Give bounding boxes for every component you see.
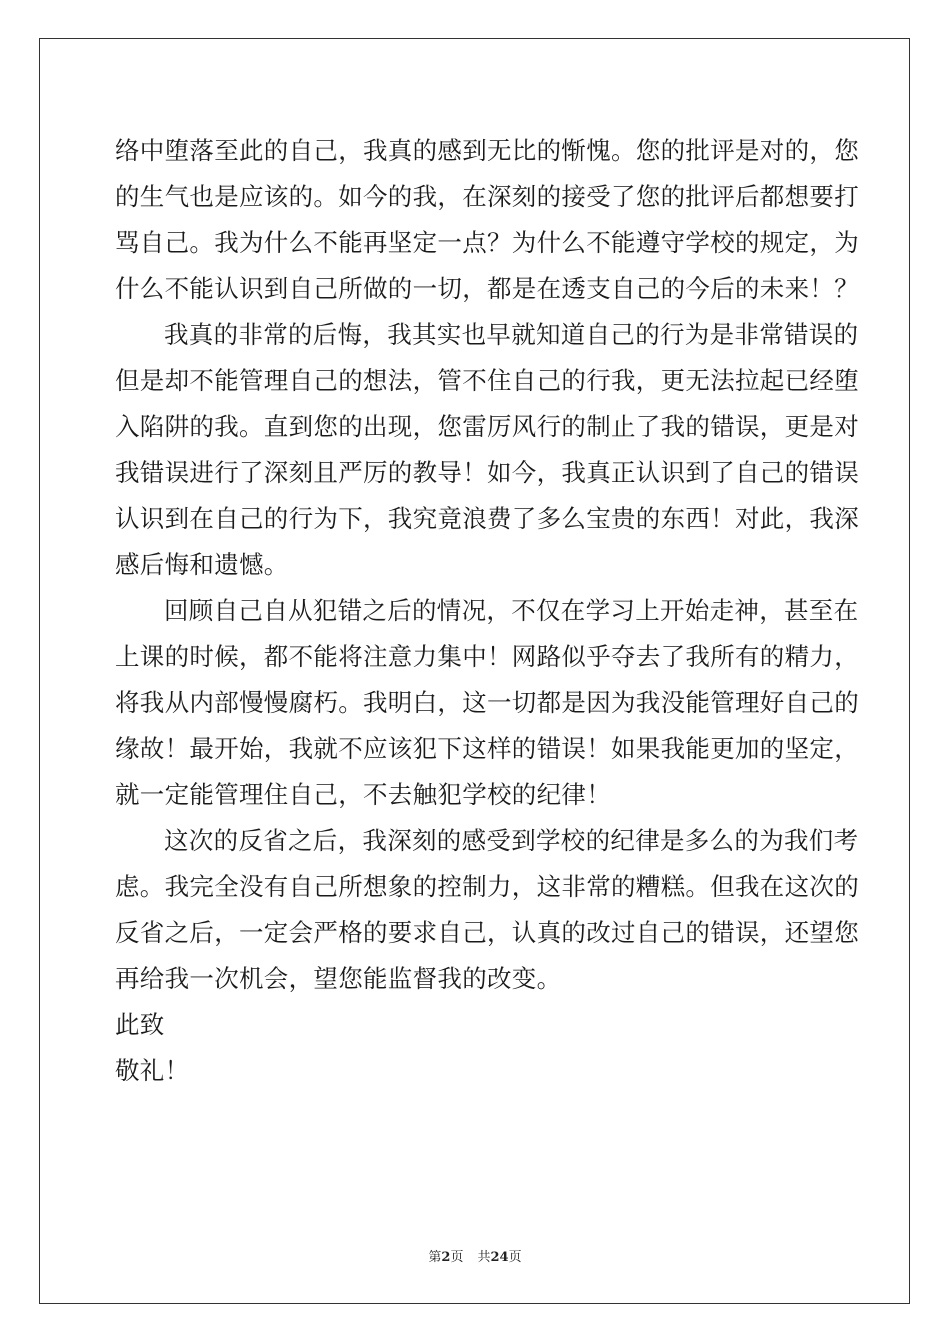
page-prefix: 第 [428,1250,442,1265]
text-line: 我错误进行了深刻且严厉的教导！如今，我真正认识到了自己的错误 [115,458,859,487]
total-suffix: 页 [508,1250,522,1265]
page-total: 24 [490,1250,509,1265]
text-line: 这次的反省之后，我深刻的感受到学校的纪律是多么的为我们考 [164,826,859,855]
text-line: 的生气也是应该的。如今的我，在深刻的接受了您的批评后都想要打 [115,182,859,211]
page-current: 2 [441,1250,451,1265]
paragraph-1 [115,128,859,312]
page-footer [0,1246,950,1265]
text-line: 反省之后，一定会严格的要求自己，认真的改过自己的错误，还望您 [115,918,859,947]
text-line: 入陷阱的我。直到您的出现，您雷厉风行的制止了我的错误，更是对 [115,412,859,441]
text-line: 骂自己。我为什么不能再坚定一点？为什么不能遵守学校的规定，为 [115,228,859,257]
paragraph-3 [115,588,859,818]
total-prefix: 共 [477,1250,491,1265]
closing-regards: 敬礼！ [115,1056,190,1085]
text-line: 认识到在自己的行为下，我究竟浪费了多么宝贵的东西！对此，我深 [115,504,859,533]
text-line: 我真的非常的后悔，我其实也早就知道自己的行为是非常错误的 [164,320,859,349]
text-line: 将我从内部慢慢腐朽。我明白，这一切都是因为我没能管理好自己的 [115,688,859,717]
text-line: 什么不能认识到自己所做的一切，都是在透支自己的今后的未来！？ [115,274,859,303]
letter-body [115,128,859,1094]
letter-closing [115,1002,835,1094]
text-line: 络中堕落至此的自己，我真的感到无比的惭愧。您的批评是对的，您 [115,136,859,165]
text-line: 缘故！最开始，我就不应该犯下这样的错误！如果我能更加的坚定， [115,734,859,763]
closing-salutation: 此致 [115,1010,165,1039]
text-line: 再给我一次机会，望您能监督我的改变。 [115,964,562,993]
page-suffix: 页 [450,1250,464,1265]
paragraph-2 [115,312,859,588]
text-line: 但是却不能管理自己的想法，管不住自己的行我，更无法拉起已经堕 [115,366,859,395]
text-line: 就一定能管理住自己，不去触犯学校的纪律！ [115,780,611,809]
text-line: 回顾自己自从犯错之后的情况，不仅在学习上开始走神，甚至在 [164,596,859,625]
text-line: 感后悔和遗憾。 [115,550,289,579]
text-line: 虑。我完全没有自己所想象的控制力，这非常的糟糕。但我在这次的 [115,872,859,901]
paragraph-4 [115,818,859,1002]
text-line: 上课的时候，都不能将注意力集中！网路似乎夺去了我所有的精力， [115,642,859,671]
